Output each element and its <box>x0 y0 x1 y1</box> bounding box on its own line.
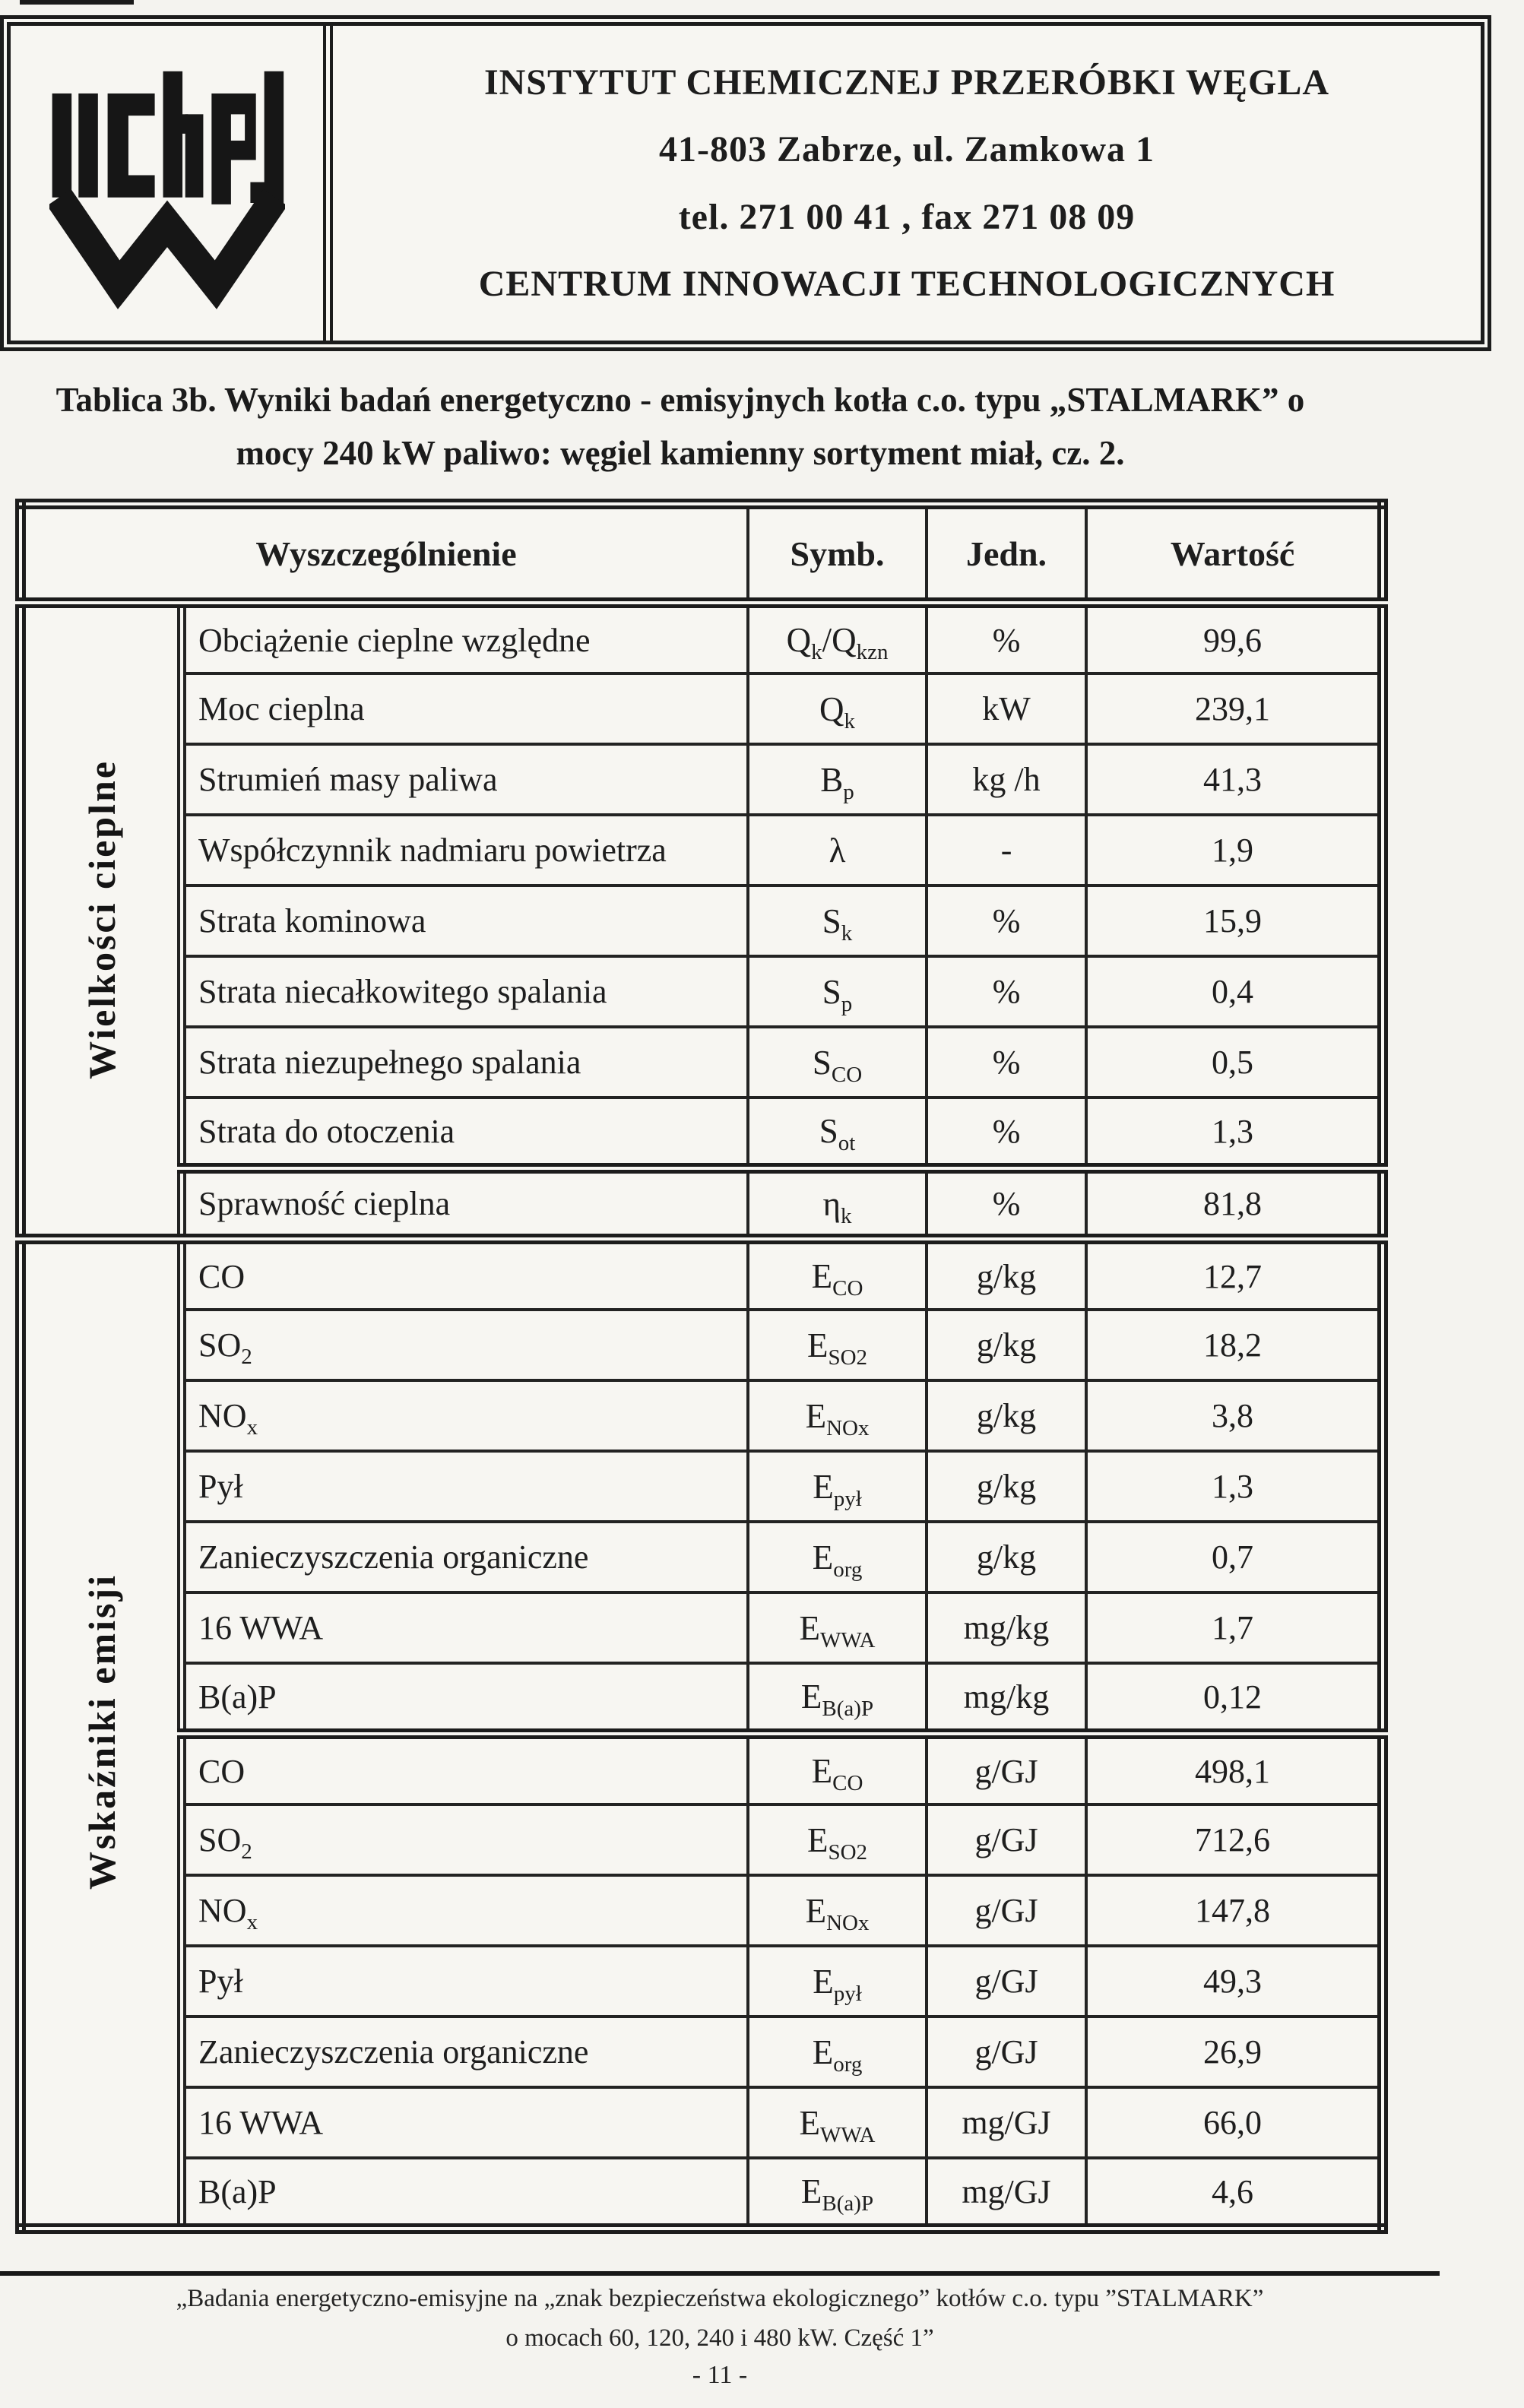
row-unit: % <box>927 956 1086 1027</box>
row-unit: g/kg <box>927 1451 1086 1522</box>
table-row <box>21 1804 1383 1875</box>
institute-phone-fax: tel. 271 00 41 , fax 271 08 09 <box>678 196 1136 237</box>
row-name: B(a)P <box>182 2158 748 2229</box>
row-name: Strumień masy paliwa <box>182 744 748 815</box>
row-unit: mg/kg <box>927 1663 1086 1734</box>
row-symbol: $E_{org}$ <box>748 1522 927 1592</box>
table-row <box>21 956 1383 1027</box>
logo-cell <box>11 26 333 341</box>
caption-line-2: mocy 240 kW paliwo: węgiel kamienny sortyment miał, cz. 2. <box>236 433 1125 472</box>
row-symbol: $B_p$ <box>748 744 927 815</box>
row-unit: g/GJ <box>927 2017 1086 2087</box>
row-name: CO <box>182 1734 748 1804</box>
table-row <box>21 2158 1383 2229</box>
table-row <box>21 815 1383 886</box>
row-unit: mg/GJ <box>927 2087 1086 2158</box>
group-label-text: Wskaźniki emisji <box>80 1573 123 1890</box>
row-symbol: $S_p$ <box>748 956 927 1027</box>
row-symbol: λ <box>748 815 927 886</box>
row-value: 0,5 <box>1086 1027 1383 1098</box>
table-row <box>21 744 1383 815</box>
row-unit: g/kg <box>927 1522 1086 1592</box>
row-name: $NO_x$ <box>182 1380 748 1451</box>
table-row <box>21 1522 1383 1592</box>
group-label-wielkosci-cieplne <box>21 603 182 1239</box>
row-unit: % <box>927 886 1086 956</box>
row-symbol: $S_{ot}$ <box>748 1098 927 1168</box>
row-value: 15,9 <box>1086 886 1383 956</box>
footer-divider <box>0 2271 1440 2276</box>
row-symbol: $E_{CO}$ <box>748 1239 927 1310</box>
row-name: Sprawność cieplna <box>182 1168 748 1239</box>
row-symbol: $Q_k$ <box>748 673 927 744</box>
footer-report-title: „Badania energetyczno-emisyjne na „znak bezpieczeństwa ekologicznego” kotłów c.o. typu ”STALMARK” <box>176 2285 1264 2312</box>
row-symbol: $Q_k/Q_{kzn}$ <box>748 603 927 673</box>
institute-address: 41-803 Zabrze, ul. Zamkowa 1 <box>659 129 1155 170</box>
header-row <box>21 504 1383 603</box>
row-name: CO <box>182 1239 748 1310</box>
row-unit: % <box>927 1027 1086 1098</box>
table-row <box>21 603 1383 673</box>
row-symbol: $E_{WWA}$ <box>748 2087 927 2158</box>
row-name: Pył <box>182 1946 748 2017</box>
table-row <box>21 1875 1383 1946</box>
row-value: 1,3 <box>1086 1098 1383 1168</box>
table-row <box>21 1734 1383 1804</box>
row-value: 1,7 <box>1086 1592 1383 1663</box>
header-value: Wartość <box>1086 504 1383 603</box>
table-caption <box>0 374 1370 480</box>
row-symbol: $E_{org}$ <box>748 2017 927 2087</box>
row-symbol: $E_{B(a)P}$ <box>748 2158 927 2229</box>
row-value: 3,8 <box>1086 1380 1383 1451</box>
row-symbol: $E_{pył}$ <box>748 1946 927 2017</box>
scan-artifact <box>20 0 134 5</box>
caption-line-1: Tablica 3b. Wyniki badań energetyczno - emisyjnych kotła c.o. typu „STALMARK” o <box>55 381 1305 419</box>
table-row <box>21 1310 1383 1380</box>
row-value: 12,7 <box>1086 1239 1383 1310</box>
table-row <box>21 1027 1383 1098</box>
row-value: 0,7 <box>1086 1522 1383 1592</box>
row-name: 16 WWA <box>182 1592 748 1663</box>
row-unit: g/kg <box>927 1239 1086 1310</box>
row-value: 81,8 <box>1086 1168 1383 1239</box>
row-unit: g/GJ <box>927 1946 1086 2017</box>
row-name: Zanieczyszczenia organiczne <box>182 2017 748 2087</box>
row-name: Obciążenie cieplne względne <box>182 603 748 673</box>
row-value: 0,12 <box>1086 1663 1383 1734</box>
results-table <box>15 499 1388 2234</box>
footer-report-subtitle: o mocach 60, 120, 240 i 480 kW. Część 1” <box>505 2324 934 2352</box>
row-symbol: $S_{CO}$ <box>748 1027 927 1098</box>
row-symbol: $E_{NOx}$ <box>748 1875 927 1946</box>
letterhead-text <box>333 26 1481 341</box>
row-symbol: $E_{NOx}$ <box>748 1380 927 1451</box>
row-unit: g/GJ <box>927 1734 1086 1804</box>
row-name: $NO_x$ <box>182 1875 748 1946</box>
row-value: 147,8 <box>1086 1875 1383 1946</box>
row-name: $SO_2$ <box>182 1310 748 1380</box>
row-unit: kg /h <box>927 744 1086 815</box>
row-symbol: $E_{CO}$ <box>748 1734 927 1804</box>
row-unit: g/kg <box>927 1380 1086 1451</box>
row-symbol: $E_{SO2}$ <box>748 1310 927 1380</box>
row-value: 239,1 <box>1086 673 1383 744</box>
row-value: 1,9 <box>1086 815 1383 886</box>
row-unit: % <box>927 1168 1086 1239</box>
row-unit: g/GJ <box>927 1875 1086 1946</box>
row-name: Strata niezupełnego spalania <box>182 1027 748 1098</box>
row-value: 4,6 <box>1086 2158 1383 2229</box>
header-symbol: Symb. <box>748 504 927 603</box>
row-symbol: $E_{pył}$ <box>748 1451 927 1522</box>
row-value: 49,3 <box>1086 1946 1383 2017</box>
row-name: Strata kominowa <box>182 886 748 956</box>
row-name: $SO_2$ <box>182 1804 748 1875</box>
row-name: Pył <box>182 1451 748 1522</box>
row-value: 18,2 <box>1086 1310 1383 1380</box>
group-label-wskazniki-emisji <box>21 1239 182 2229</box>
row-value: 0,4 <box>1086 956 1383 1027</box>
row-unit: mg/GJ <box>927 2158 1086 2229</box>
row-name: Współczynnik nadmiaru powietrza <box>182 815 748 886</box>
row-value: 26,9 <box>1086 2017 1383 2087</box>
row-value: 66,0 <box>1086 2087 1383 2158</box>
row-value: 41,3 <box>1086 744 1383 815</box>
row-name: Strata do otoczenia <box>182 1098 748 1168</box>
table-row <box>21 1239 1383 1310</box>
table-row <box>21 1663 1383 1734</box>
row-unit: g/kg <box>927 1310 1086 1380</box>
row-symbol: $S_k$ <box>748 886 927 956</box>
row-unit: - <box>927 815 1086 886</box>
table-row <box>21 886 1383 956</box>
table-row <box>21 1946 1383 2017</box>
row-unit: kW <box>927 673 1086 744</box>
row-symbol: $\eta_k$ <box>748 1168 927 1239</box>
row-unit: % <box>927 1098 1086 1168</box>
letterhead <box>0 15 1491 351</box>
table-row <box>21 1380 1383 1451</box>
table-row <box>21 673 1383 744</box>
row-value: 99,6 <box>1086 603 1383 673</box>
ichpw-logo-icon <box>49 56 285 311</box>
row-symbol: $E_{WWA}$ <box>748 1592 927 1663</box>
row-symbol: $E_{B(a)P}$ <box>748 1663 927 1734</box>
row-name: Strata niecałkowitego spalania <box>182 956 748 1027</box>
row-unit: mg/kg <box>927 1592 1086 1663</box>
header-unit: Jedn. <box>927 504 1086 603</box>
institute-name: INSTYTUT CHEMICZNEJ PRZERÓBKI WĘGLA <box>483 62 1330 103</box>
table-row <box>21 1592 1383 1663</box>
row-unit: % <box>927 603 1086 673</box>
row-name: 16 WWA <box>182 2087 748 2158</box>
row-name: Moc cieplna <box>182 673 748 744</box>
row-value: 498,1 <box>1086 1734 1383 1804</box>
group-label-text: Wielkości cieplne <box>80 759 123 1079</box>
table-row <box>21 2017 1383 2087</box>
header-spec: Wyszczególnienie <box>21 504 748 603</box>
table-row <box>21 1168 1383 1239</box>
page-number: - 11 - <box>692 2361 748 2389</box>
table-row <box>21 1451 1383 1522</box>
row-name: B(a)P <box>182 1663 748 1734</box>
row-value: 1,3 <box>1086 1451 1383 1522</box>
table-row <box>21 1098 1383 1168</box>
row-name: Zanieczyszczenia organiczne <box>182 1522 748 1592</box>
row-unit: g/GJ <box>927 1804 1086 1875</box>
table-row <box>21 2087 1383 2158</box>
row-symbol: $E_{SO2}$ <box>748 1804 927 1875</box>
row-value: 712,6 <box>1086 1804 1383 1875</box>
institute-center: CENTRUM INNOWACJI TECHNOLOGICZNYCH <box>478 263 1335 304</box>
